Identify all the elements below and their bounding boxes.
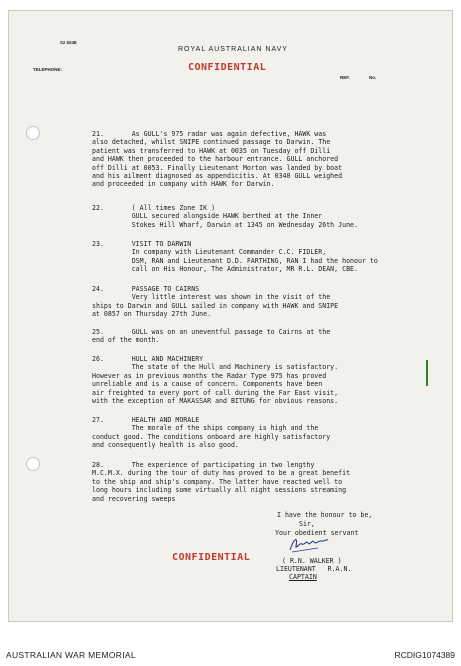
form-number: Sz 5248 — [60, 40, 77, 45]
punch-hole — [26, 457, 40, 471]
paragraph-24: 24. PASSAGE TO CAIRNS Very little interest was shown in the visit of the ships to Darwin and GULL sailed in company with HAWK and SNIPE at 0857 on Thursday 27th June. — [92, 285, 339, 319]
confidential-stamp-bottom: CONFIDENTIAL — [172, 552, 251, 563]
signatory-rank: LIEUTENANT R.A.N. — [276, 565, 352, 573]
paragraph-23: 23. VISIT TO DARWIN In company with Lieutenant Commander C.C. FIDLER, DSM, RAN and Lieutenant D.D. FARTHING, RAN I had the honour to call on His Honour, The Administrator, MR R.L. DEAN, CBE. — [92, 240, 378, 274]
paragraph-25: 25. GULL was on an uneventful passage to Cairns at the end of the month. — [92, 328, 331, 345]
archive-footer — [0, 622, 461, 666]
record-id: RCDIG1074389 — [394, 650, 455, 660]
letterhead-title: ROYAL AUSTRALIAN NAVY — [178, 46, 288, 53]
paragraph-21: 21. As GULL's 975 radar was again defective, HAWK was also detached, whilst SNIPE continued passage to Darwin. The patient was transferred to HAWK at 0035 on Tuesday off Dilli and HAWK then proceeded to the harbour entrance. GULL anchored off Dilli at 0053. Finally Lieutenant Morton was landed by boat and his ailment diagnosed as appendicitis. At 0340 GULL weighed and proceeded in company with HAWK for Darwin. — [92, 130, 343, 189]
archive-name: AUSTRALIAN WAR MEMORIAL — [6, 650, 136, 660]
paragraph-26: 26. HULL AND MACHINERY The state of the Hull and Machinery is satisfactory. However as in previous months the Radar Type 975 has proved unreliable and is a cause of concern. Components have been air freighted to every port of call during the Far East visit, with the exception of MAKASSAR and BITUNG for obvious reasons. — [92, 355, 339, 406]
closing-line-2: Sir, — [299, 520, 315, 528]
telephone-label: TELEPHONE: — [33, 67, 63, 72]
no-label: No. — [369, 75, 377, 80]
handwritten-signature — [288, 534, 330, 554]
paragraph-28: 28. The experience of participating in two lengthy M.C.M.X. during the tour of duty has proved to be a great benefit to the ship and ship's company. The latter have reacted well to long hours including some virtually all night sessions streaming and recovering sweeps — [92, 461, 351, 503]
paragraph-27: 27. HEALTH AND MORALE The morale of the ships company is high and the conduct good. The conditions onboard are highly satisfactory and consequently health is also good. — [92, 416, 331, 450]
confidential-stamp-top: CONFIDENTIAL — [188, 62, 267, 73]
signatory-title: CAPTAIN — [289, 573, 317, 581]
ref-label: REF. — [340, 75, 350, 80]
closing-line-1: I have the honour to be, — [277, 511, 373, 519]
signatory-name: ( R.N. WALKER ) — [282, 557, 342, 565]
paragraph-22: 22. ( All times Zone IK ) GULL secured alongside HAWK berthed at the Inner Stokes Hill Wharf, Darwin at 1345 on Wednesday 26th June. — [92, 204, 358, 229]
closing-line-3: Your obedient servant — [275, 529, 359, 537]
punch-hole — [26, 126, 40, 140]
margin-mark — [426, 360, 428, 386]
